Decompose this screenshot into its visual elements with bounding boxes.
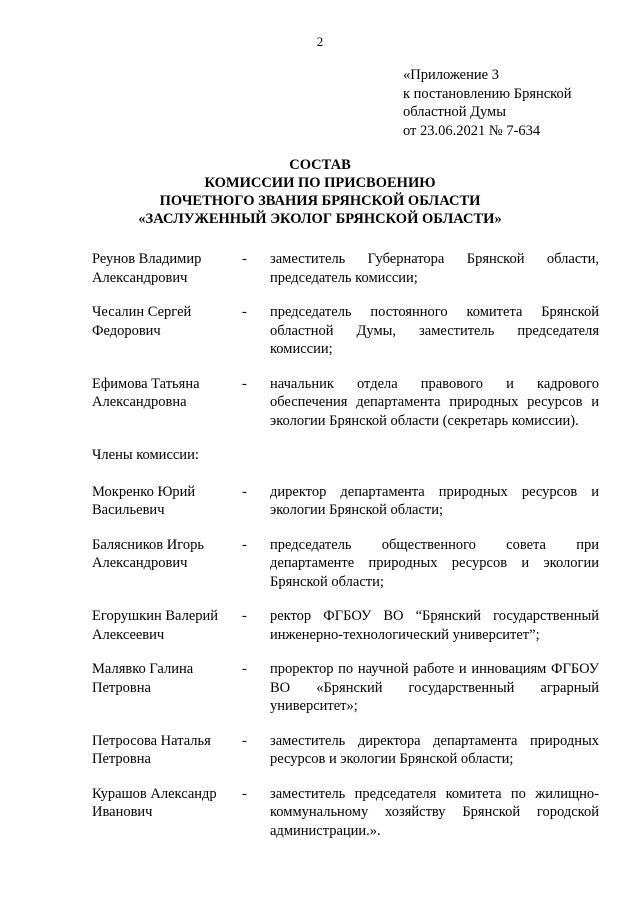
title-line: ПОЧЕТНОГО ЗВАНИЯ БРЯНСКОЙ ОБЛАСТИ <box>159 193 481 209</box>
member-surname-first: Малявко Галина <box>92 661 194 677</box>
member-name <box>92 536 240 573</box>
title-line: КОМИССИИ ПО ПРИСВОЕНИЮ <box>204 175 436 191</box>
appendix-line: к постановлению Брянской <box>403 85 572 102</box>
member-surname-first: Мокренко Юрий <box>92 483 196 500</box>
dash-separator: - <box>242 785 247 802</box>
commission-list <box>92 250 599 856</box>
dash-separator: - <box>242 375 247 392</box>
appendix-line: «Приложение 3 <box>403 67 499 83</box>
commission-member-row <box>92 536 599 592</box>
member-name <box>92 375 240 412</box>
commission-row-chair <box>92 250 599 287</box>
commission-member-row <box>92 607 599 644</box>
member-name <box>92 303 240 340</box>
dash-separator: - <box>242 732 247 749</box>
member-role: председатель общественного совета при департаменте природных ресурсов и экологии Брянской области; <box>270 536 599 590</box>
member-name <box>92 250 240 287</box>
commission-member-row <box>92 483 599 520</box>
commission-row-deputy <box>92 303 599 359</box>
member-surname-first: Чесалин Сергей <box>92 304 192 320</box>
member-role: председатель постоянного комитета Брянской областной Думы, заместитель председателя комиссии; <box>270 304 599 357</box>
member-role: проректор по научной работе и инновациям ФГБОУ ВО «Брянский государственный аграрный университет»; <box>270 661 599 714</box>
appendix-reference <box>403 66 618 140</box>
member-surname-first: Ефимова Татьяна <box>92 375 200 392</box>
member-patronymic: Петровна <box>92 751 151 767</box>
member-name <box>92 483 240 520</box>
member-patronymic: Александрович <box>92 555 188 571</box>
member-patronymic: Алексеевич <box>92 626 165 643</box>
dash-separator: - <box>242 661 247 677</box>
member-surname-first: Егорушкин Валерий <box>92 608 219 624</box>
member-surname-first: Балясников Игорь <box>92 536 204 553</box>
title-line: СОСТАВ <box>289 157 351 173</box>
member-role: заместитель директора департамента природных ресурсов и экологии Брянской области; <box>270 732 599 767</box>
member-surname-first: Петросова Наталья <box>92 732 211 749</box>
member-patronymic: Александрович <box>92 269 188 286</box>
dash-separator: - <box>242 483 247 500</box>
members-heading: Члены комиссии: <box>92 447 199 463</box>
member-name <box>92 732 240 769</box>
member-surname-first: Курашов Александр <box>92 785 217 802</box>
member-patronymic: Иванович <box>92 804 153 820</box>
member-name <box>92 607 240 644</box>
title-line: «ЗАСЛУЖЕННЫЙ ЭКОЛОГ БРЯНСКОЙ ОБЛАСТИ» <box>138 211 502 227</box>
document-title <box>40 156 600 228</box>
dash-separator: - <box>242 608 247 624</box>
member-role: ректор ФГБОУ ВО “Брянский государственный инженерно-технологический университет”; <box>270 608 599 643</box>
commission-member-row <box>92 732 599 769</box>
member-patronymic: Васильевич <box>92 502 165 518</box>
member-surname-first: Реунов Владимир <box>92 251 202 267</box>
member-patronymic: Петровна <box>92 679 151 696</box>
page-number: 2 <box>316 34 324 49</box>
member-patronymic: Федорович <box>92 322 161 339</box>
commission-row-secretary <box>92 375 599 431</box>
dash-separator: - <box>242 304 247 320</box>
commission-member-row <box>92 785 599 841</box>
dash-separator: - <box>242 251 247 267</box>
dash-separator: - <box>242 536 247 553</box>
member-role: заместитель Губернатора Брянской области, председатель комиссии; <box>270 251 599 286</box>
commission-member-row <box>92 660 599 716</box>
member-role: заместитель председателя комитета по жилищно-коммунальному хозяйству Брянской городской администрации.». <box>270 785 599 839</box>
member-role: директор департамента природных ресурсов и экологии Брянской области; <box>270 483 599 518</box>
appendix-line: от 23.06.2021 № 7-634 <box>403 122 541 139</box>
member-name <box>92 785 240 822</box>
appendix-line: областной Думы <box>403 104 506 120</box>
member-role: начальник отдела правового и кадрового обеспечения департамента природных ресурсов и экологии Брянской области (секретарь комиссии). <box>270 375 599 429</box>
member-name <box>92 660 240 697</box>
member-patronymic: Александровна <box>92 394 187 410</box>
